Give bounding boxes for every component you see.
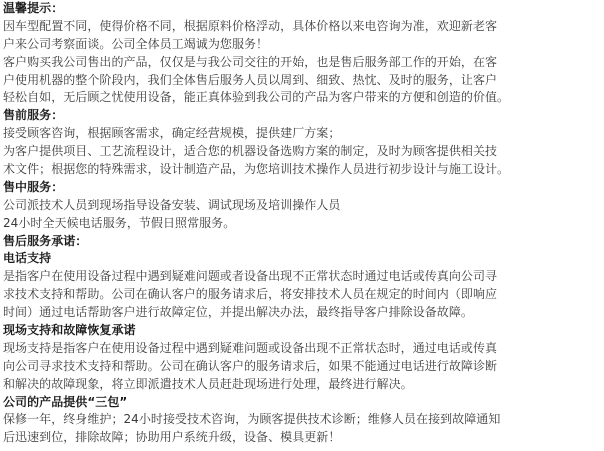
text-line: 客户购买我公司售出的产品，仅仅是与我公司交往的开始，也是售后服务部工作的开始，在客 <box>3 54 498 69</box>
heading-warm-tips: 温馨提示： <box>3 1 64 15</box>
text-line: 和解决的故障现象，将立即派遣技术人员赶赴现场进行处理，最终进行解决。 <box>3 376 413 391</box>
heading-pre-sale-service: 售前服务： <box>3 108 64 123</box>
text-line: 现场支持是指客户在使用设备过程中遇到疑难问题或设备出现不正常状态时，通过电话或传真 <box>3 340 498 355</box>
text-line: 向公司寻求技术支持和帮助。公司在确认客户的服务请求后，如果不能通过电话进行故障诊断 <box>3 358 498 373</box>
text-line: 后迅速到位，排除故障；协助用户系统升级，设备、模具更新！ <box>3 430 341 445</box>
text-line: 因车型配置不同，使得价格不同，根据原料价格浮动，具体价格以来电咨询为准，欢迎新老客 <box>3 18 498 33</box>
heading-in-sale-service: 售中服务： <box>3 179 64 194</box>
heading-after-sale-commitment: 售后服务承诺： <box>3 233 88 248</box>
text-line: 轻松自如，无后顾之忧使用设备，能正真体验到我公司的产品为客户带来的方便和创造的价值。 <box>3 90 510 105</box>
text-line: 24小时全天候电话服务，节假日照常服务。 <box>3 215 236 230</box>
text-line: 户使用机器的整个阶段内，我们全体售后服务人员以周到、细致、热忱、及时的服务，让客户 <box>3 72 498 87</box>
text-line: 接受顾客咨询，根据顾客需求，确定经营规模，提供建厂方案； <box>3 126 341 141</box>
text-line: 为客户提供项目、工艺流程设计，适合您的机器设备选购方案的制定，及时为顾客提供相关技 <box>3 144 498 159</box>
text-line: 户来公司考察面谈。公司全体员工竭诚为您服务！ <box>3 36 269 51</box>
text-line: 公司派技术人员到现场指导设备安装、调试现场及培训操作人员 <box>3 197 341 212</box>
text-line: 术文件；根据您的特殊需求，设计制造产品，为您培训技术操作人员进行初步设计与施工设计。 <box>3 162 510 177</box>
heading-phone-support: 电话支持 <box>3 251 52 266</box>
text-line: 是指客户在使用设备过程中遇到疑难问题或者设备出现不正常状态时通过电话或传真向公司寻 <box>3 269 498 284</box>
text-line: 时间）通过电话帮助客户进行故障定位，并提出解决办法，最终指导客户排除设备故障。 <box>3 305 473 320</box>
heading-onsite-support: 现场支持和故障恢复承诺 <box>3 323 136 338</box>
heading-three-guarantees: 公司的产品提供“三包” <box>3 394 128 409</box>
text-line: 保修一年，终身维护；24小时接受技术咨询，为顾客提供技术诊断；维修人员在接到故障通知 <box>3 412 501 427</box>
text-line: 求技术支持和帮助。公司在确认客户的服务请求后，将安排技术人员在规定的时间内（即响应 <box>3 287 498 302</box>
